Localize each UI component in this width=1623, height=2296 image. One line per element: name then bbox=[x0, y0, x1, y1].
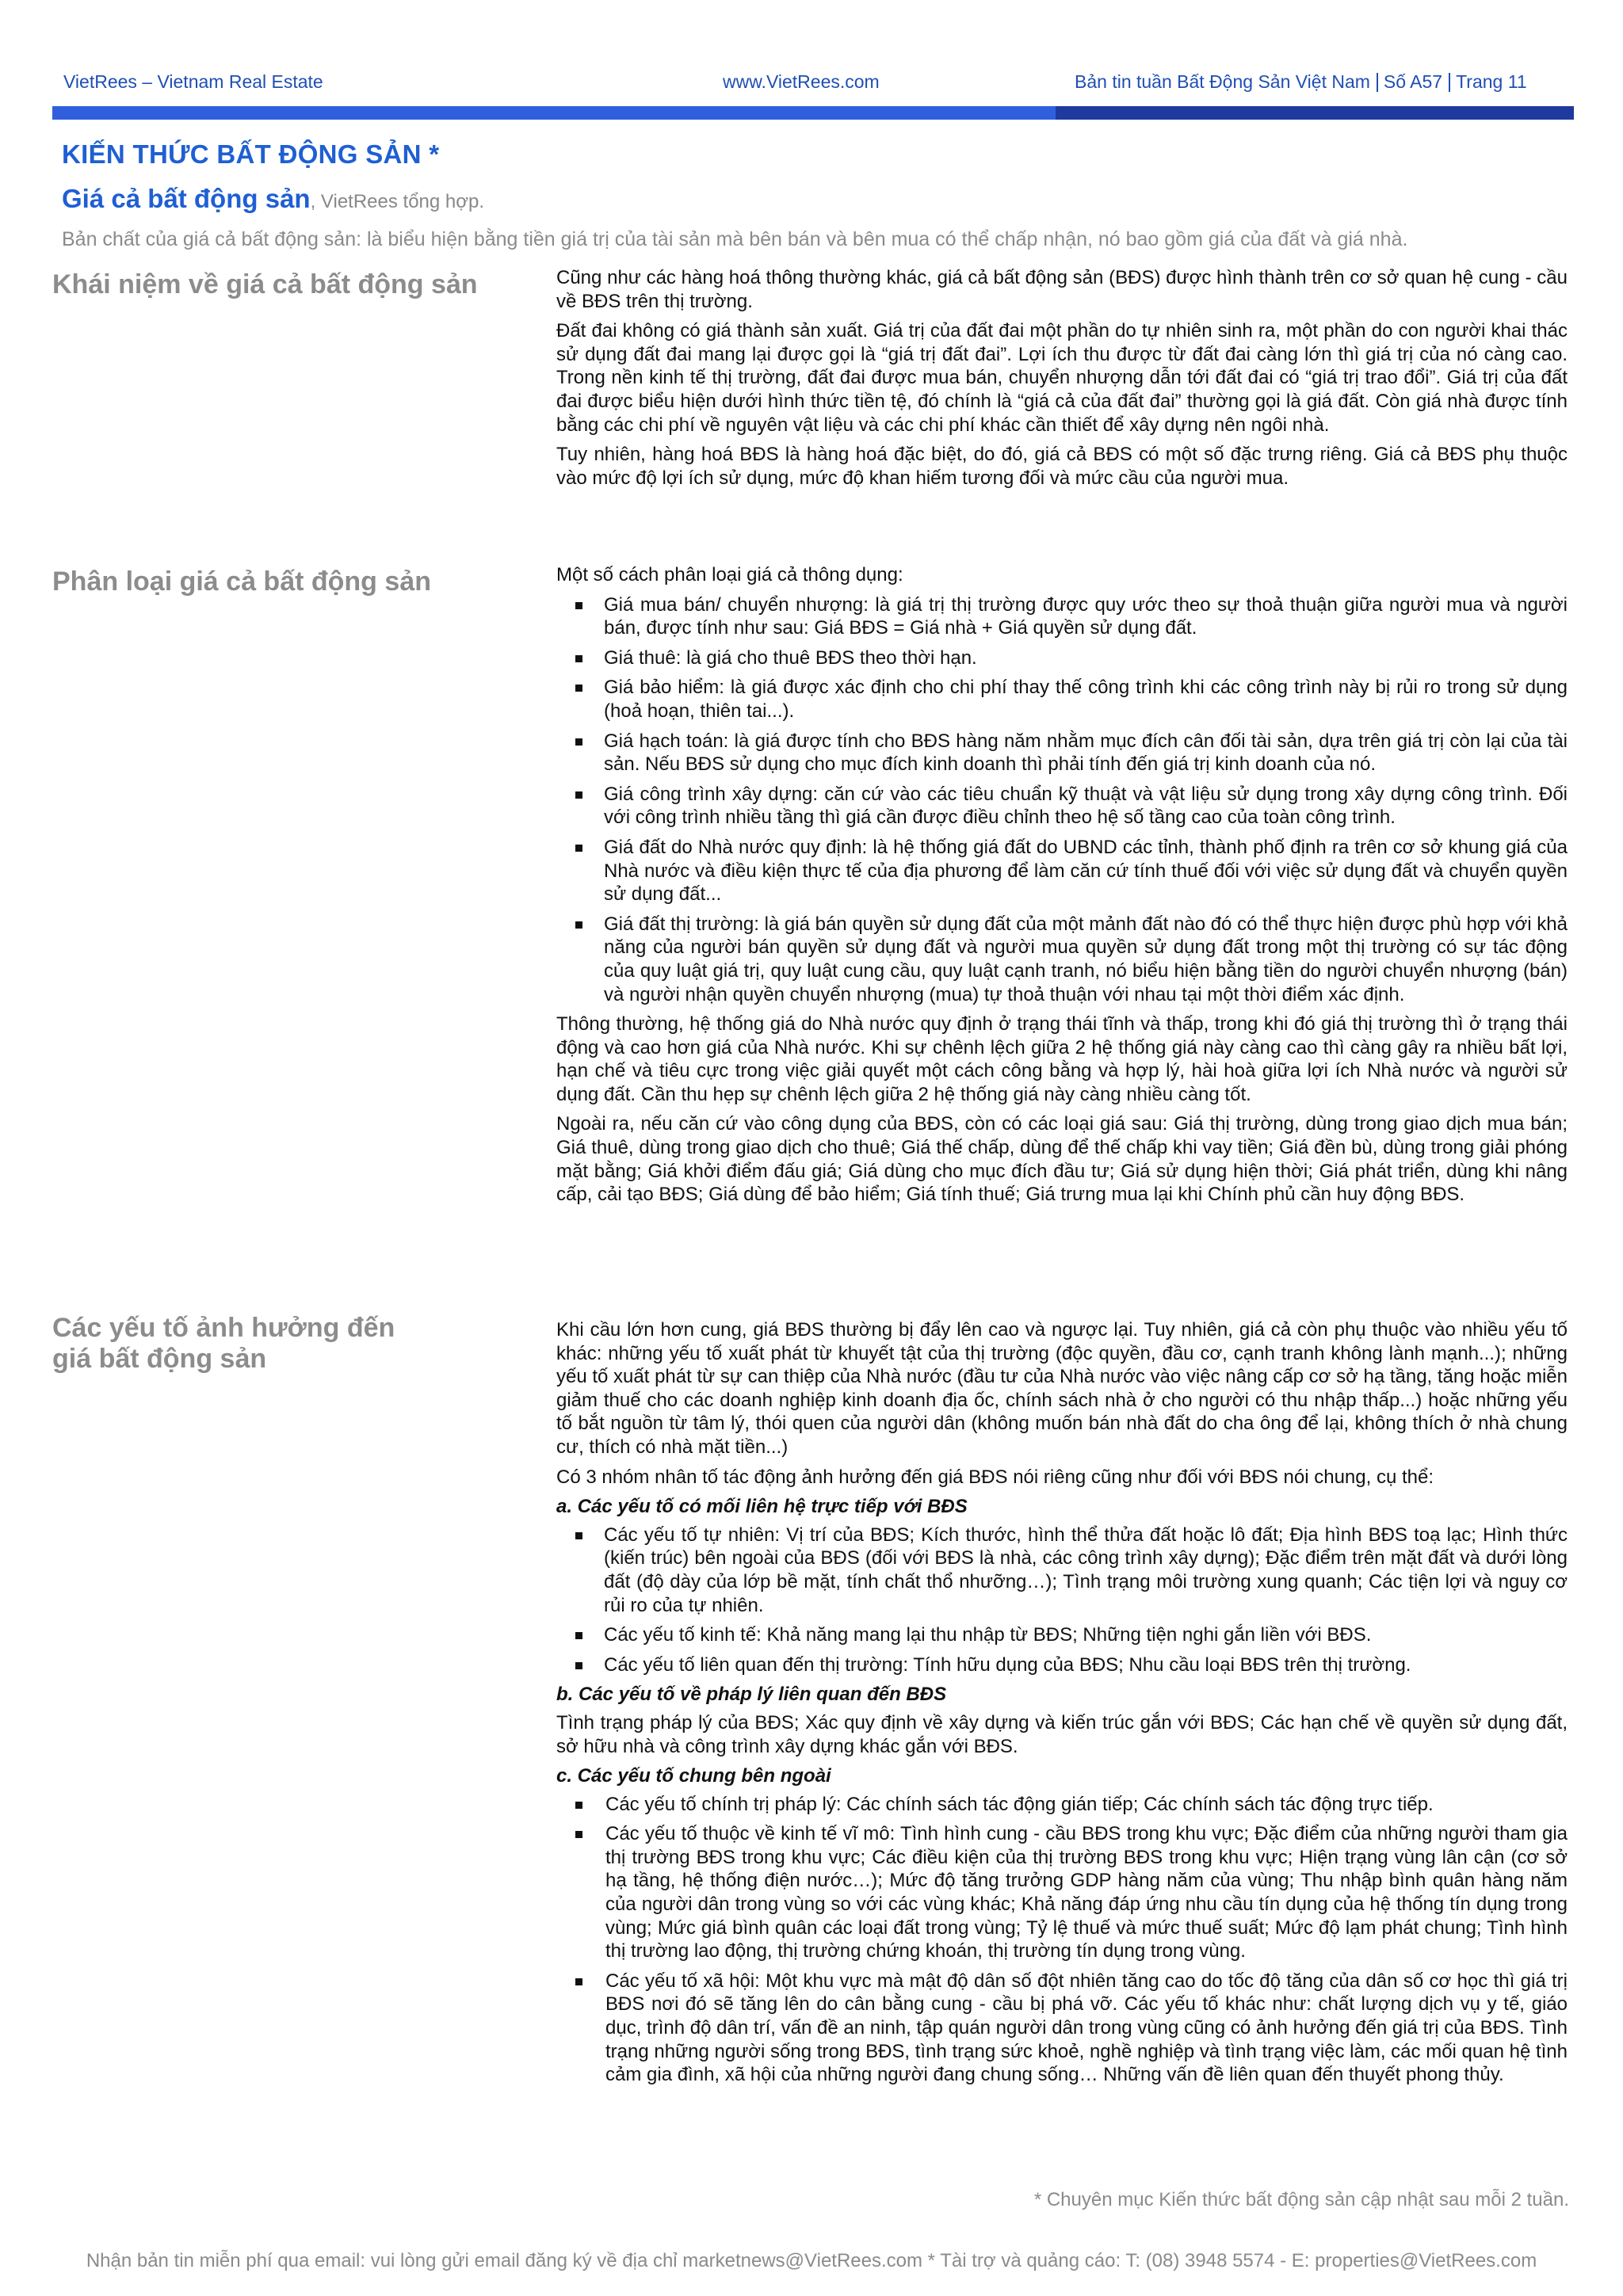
bullet-icon bbox=[575, 1802, 582, 1809]
bullet-icon bbox=[575, 655, 582, 662]
page-header bbox=[0, 0, 1623, 127]
list-item: Các yếu tố xã hội: Một khu vực mà mật độ dân số đột nhiên tăng cao do tốc độ tăng của dân số cơ học thì giá trị BĐS nơi đó sẽ tăng lên do cân bằng cung - cầu bị phá vỡ. Các yếu tố khác như: chất lượng dịch vụ y tế, giáo dục, trình độ dân trí, vấn đề an ninh, tập quán người dân trong vùng cũng có ảnh hưởng đến giá trị của BĐS. Tình trạng những người sống trong BĐS, tình trạng sức khoẻ, nghề nghiệp và tình trạng việc làm, các mối quan hệ tình cảm gia đình, xã hội của những người đang chung sống… Những vấn đề liên quan đến thuyết phong thủy. bbox=[556, 1970, 1568, 2087]
s3-heading bbox=[52, 1313, 496, 1375]
list-item: Giá hạch toán: là giá được tính cho BĐS hàng năm nhằm mục đích cân đối tài sản, dựa trên giá trị còn lại của tài sản. Nếu BĐS sử dụng cho mục đích kinh doanh thì phải tính đến giá trị kinh doanh của nó. bbox=[556, 730, 1568, 776]
s2-body bbox=[556, 563, 1568, 1213]
s3-paragraph: Khi cầu lớn hơn cung, giá BĐS thường bị đẩy lên cao và ngược lại. Tuy nhiên, giá cả còn phụ thuộc vào nhiều yếu tố khác: những yếu tố xuất phát từ khuyết tật của thị trường (độc quyền, đầu cơ, cạnh tranh không lành mạnh...); những yếu tố xuất phát từ sự can thiệp của Nhà nước (đầu tư của Nhà nước vào việc nâng cấp cơ sở hạ tầng, tăng hoặc miễn giảm thuế cho các doanh nghiệp kinh doanh địa ốc, chính sách nhà ở cho người có thu nhập thấp...) hoặc những yếu tố bắt nguồn từ tâm lý, thói quen của người dân (không muốn bán nhà đất do cha ông để lại, không thích ở nhà chung cư, thích có nhà mặt tiền...) bbox=[556, 1319, 1568, 1458]
header-site-name: VietRees – Vietnam Real Estate bbox=[63, 71, 323, 92]
article-source: , VietRees tổng hợp. bbox=[310, 191, 485, 212]
s3-body bbox=[556, 1318, 1568, 2093]
s1-paragraph: Tuy nhiên, hàng hoá BĐS là hàng hoá đặc biệt, do đó, giá cả BĐS có một số đặc trưng riêng. Giá cả BĐS phụ thuộc vào mức độ lợi ích sử dụng, mức độ khan hiếm tương đối và mức cầu của người mua. bbox=[556, 444, 1568, 489]
section-title: KIẾN THỨC BẤT ĐỘNG SẢN * bbox=[62, 139, 440, 169]
bullet-icon bbox=[575, 685, 582, 692]
header-issue-info bbox=[1075, 71, 1527, 93]
list-item: Giá mua bán/ chuyển nhượng: là giá trị thị trường được quy ước theo sự thoả thuận giữa người mua và người bán, được tính như sau: Giá BĐS = Giá nhà + Giá quyền sử dụng đất. bbox=[556, 593, 1568, 640]
s2-lead: Một số cách phân loại giá cả thông dụng: bbox=[556, 564, 903, 585]
bullet-icon bbox=[575, 845, 582, 852]
s2-paragraph: Thông thường, hệ thống giá do Nhà nước quy định ở trạng thái tĩnh và thấp, trong khi đó giá thị trường thì ở trạng thái động và cao hơn giá của Nhà nước. Khi sự chênh lệch giữa 2 hệ thống giá này càng cao thì càng gây ra nhiều bất lợi, hạn chế và tiêu cực trong việc giải quyết một cách công bằng và hợp lý, hài hoà giữa lợi ích Nhà nước và người sử dụng đất. Cần thu hẹp sự chênh lệch giữa 2 hệ thống giá này càng nhiều càng tốt. bbox=[556, 1013, 1568, 1105]
s1-body bbox=[556, 266, 1568, 496]
s3-heading-line: giá bất động sản bbox=[52, 1344, 267, 1375]
bullet-icon bbox=[575, 1978, 582, 1985]
list-item: Các yếu tố chính trị pháp lý: Các chính sách tác động gián tiếp; Các chính sách tác động trực tiếp. bbox=[556, 1793, 1568, 1817]
article-title-line bbox=[62, 184, 484, 214]
bullet-icon bbox=[575, 1831, 582, 1838]
list-item: Giá bảo hiểm: là giá được xác định cho chi phí thay thế công trình khi các công trình này bị rủi ro trong sử dụng (hoả hoạn, thiên tai...). bbox=[556, 676, 1568, 723]
bullet-icon bbox=[575, 1662, 582, 1669]
list-item: Giá thuê: là giá cho thuê BĐS theo thời hạn. bbox=[556, 646, 1568, 670]
bullet-icon bbox=[575, 921, 582, 929]
list-item: Giá đất thị trường: là giá bán quyền sử dụng đất của một mảnh đất nào đó có thể thực hiện được phù hợp với khả năng của người bán quyền sử dụng đất và người mua quyền sử dụng đất trong một thị trường có sự tác động của quy luật giá trị, quy luật cung cầu, quy luật cạnh tranh, nó biểu hiện bằng tiền do người chuyển nhượng (bán) và người nhận quyền chuyển nhượng (mua) tự thoả thuận với nhau tại một thời điểm xác định. bbox=[556, 913, 1568, 1006]
header-website-link[interactable]: www.VietRees.com bbox=[723, 71, 880, 92]
header-separator bbox=[1377, 73, 1378, 92]
header-issue-number: Số A57 bbox=[1383, 71, 1443, 92]
s3-subheading-b: b. Các yếu tố về pháp lý liên quan đến BĐS bbox=[556, 1684, 947, 1706]
s3-subheading-c: c. Các yếu tố chung bên ngoài bbox=[556, 1765, 831, 1787]
header-divider-bar-accent bbox=[1056, 106, 1574, 120]
article-title: Giá cả bất động sản bbox=[62, 184, 311, 213]
s3-heading-line: Các yếu tố ảnh hưởng đến bbox=[52, 1313, 395, 1343]
s3-direct-factors-list bbox=[556, 1524, 1568, 1677]
header-separator bbox=[1449, 73, 1450, 92]
s3-paragraph: Tình trạng pháp lý của BĐS; Xác quy định về xây dựng và kiến trúc gắn với BĐS; Các hạn chế về quyền sử dụng đất, sở hữu nhà và công trình xây dựng khác gắn với BĐS. bbox=[556, 1711, 1568, 1757]
bullet-icon bbox=[575, 791, 582, 799]
article-intro: Bản chất của giá cả bất động sản: là biểu hiện bằng tiền giá trị của tài sản mà bên bán và bên mua có thể chấp nhận, nó bao gồm giá của đất và giá nhà. bbox=[62, 228, 1408, 250]
list-item: Các yếu tố thuộc về kinh tế vĩ mô: Tình hình cung - cầu BĐS trong khu vực; Đặc điểm của những người tham gia thị trường BĐS trong khu vực; Các điều kiện của thị trường BĐS trong khu vực; Hiện trạng vùng lân cận (cơ sở hạ tầng, hệ thống điện nước…); Mức độ tăng trưởng GDP hàng năm của vùng; Thu nhập bình quân hàng năm của người dân trong vùng so với các vùng khác; Khả năng đáp ứng nhu cầu tín dụng của hệ thống tín dụng trong vùng; Mức giá bình quân các loại đất trong vùng; Tỷ lệ thuế và mức thuế suất; Mức độ lạm phát chung; Tình hình thị trường lao động, thị trường chứng khoán, thị trường tín dụng trong vùng. bbox=[556, 1822, 1568, 1963]
column-update-note: * Chuyên mục Kiến thức bất động sản cập nhật sau mỗi 2 tuần. bbox=[1033, 2189, 1569, 2210]
s3-subheading-a: a. Các yếu tố có mối liên hệ trực tiếp với BĐS bbox=[556, 1496, 968, 1518]
s1-heading: Khái niệm về giá cả bất động sản bbox=[52, 269, 478, 299]
s1-paragraph: Cũng như các hàng hoá thông thường khác, giá cả bất động sản (BĐS) được hình thành trên cơ sở quan hệ cung - cầu về BĐS trên thị trường. bbox=[556, 267, 1568, 312]
header-newsletter-title: Bản tin tuần Bất Động Sản Việt Nam bbox=[1075, 71, 1370, 92]
list-item: Giá công trình xây dựng: căn cứ vào các tiêu chuẩn kỹ thuật và vật liệu sử dụng trong xây dựng công trình. Đối với công trình nhiều tầng thì giá cần được điều chỉnh theo hệ số tầng cao của toàn công trình. bbox=[556, 783, 1568, 830]
header-page-number: Trang 11 bbox=[1456, 71, 1527, 92]
bullet-icon bbox=[575, 1632, 582, 1639]
bullet-icon bbox=[575, 602, 582, 609]
page-footer: Nhận bản tin miễn phí qua email: vui lòng gửi email đăng ký về địa chỉ marketnews@VietRees.com * Tài trợ và quảng cáo: T: (08) 3948 5574 - E: properties@VietRees.com bbox=[86, 2250, 1537, 2271]
s3-paragraph: Có 3 nhóm nhân tố tác động ảnh hưởng đến giá BĐS nói riêng cũng như đối với BĐS nói chung, cụ thể: bbox=[556, 1466, 1434, 1488]
s2-paragraph: Ngoài ra, nếu căn cứ vào công dụng của BĐS, còn có các loại giá sau: Giá thị trường, dùng trong giao dịch mua bán; Giá thuê, dùng trong giao dịch cho thuê; Giá thế chấp, dùng để thế chấp khi vay tiền; Giá đền bù, dùng trong giải phóng mặt bằng; Giá khởi điểm đấu giá; Giá dùng cho mục đích đầu tư; Giá sử dụng hiện thời; Giá phát triển, dùng khi nâng cấp, cải tạo BĐS; Giá dùng để bảo hiểm; Giá tính thuế; Giá trưng mua lại khi Chính phủ cần huy động BĐS. bbox=[556, 1113, 1568, 1206]
bullet-icon bbox=[575, 1532, 582, 1539]
s2-heading: Phân loại giá cả bất động sản bbox=[52, 566, 431, 597]
list-item: Các yếu tố liên quan đến thị trường: Tính hữu dụng của BĐS; Nhu cầu loại BĐS trên thị trường. bbox=[556, 1653, 1568, 1677]
s3-external-factors-list bbox=[556, 1793, 1568, 2087]
s2-price-type-list bbox=[556, 593, 1568, 1007]
s1-paragraph: Đất đai không có giá thành sản xuất. Giá trị của đất đai một phần do tự nhiên sinh ra, một phần do con người khai thác sử dụng đất đai mang lại được gọi là “giá trị đất đai”. Lợi ích thu được từ đất đai càng lớn thì giá trị của nó càng cao. Trong nền kinh tế thị trường, đất đai được mua bán, chuyển nhượng dẫn tới đất đai có “giá trị trao đổi”. Giá trị của đất đai được biểu hiện dưới hình thức tiền tệ, đó chính là “giá cả của đất đai” thường gọi là giá đất. Còn giá nhà được tính bằng các chi phí về nguyên vật liệu và các chi phí khác cần thiết để xây dựng nên ngôi nhà. bbox=[556, 320, 1568, 436]
bullet-icon bbox=[575, 738, 582, 746]
list-item: Các yếu tố tự nhiên: Vị trí của BĐS; Kích thước, hình thể thửa đất hoặc lô đất; Địa hình BĐS toạ lạc; Hình thức (kiến trúc) bên ngoài của BĐS (đối với BĐS là nhà, các công trình xây dựng); Đặc điểm trên mặt đất và dưới lòng đất (độ dày của lớp bề mặt, tính chất thổ nhưỡng…); Tình trạng môi trường xung quanh; Các tiện lợi và nguy cơ rủi ro của tự nhiên. bbox=[556, 1524, 1568, 1617]
list-item: Các yếu tố kinh tế: Khả năng mang lại thu nhập từ BĐS; Những tiện nghi gắn liền với BĐS. bbox=[556, 1623, 1568, 1647]
list-item: Giá đất do Nhà nước quy định: là hệ thống giá đất do UBND các tỉnh, thành phố định ra trên cơ sở khung giá của Nhà nước và điều kiện thực tế của địa phương để làm căn cứ tính thuế đối với việc sử dụng đất và chuyển quyền sử dụng đất... bbox=[556, 836, 1568, 906]
